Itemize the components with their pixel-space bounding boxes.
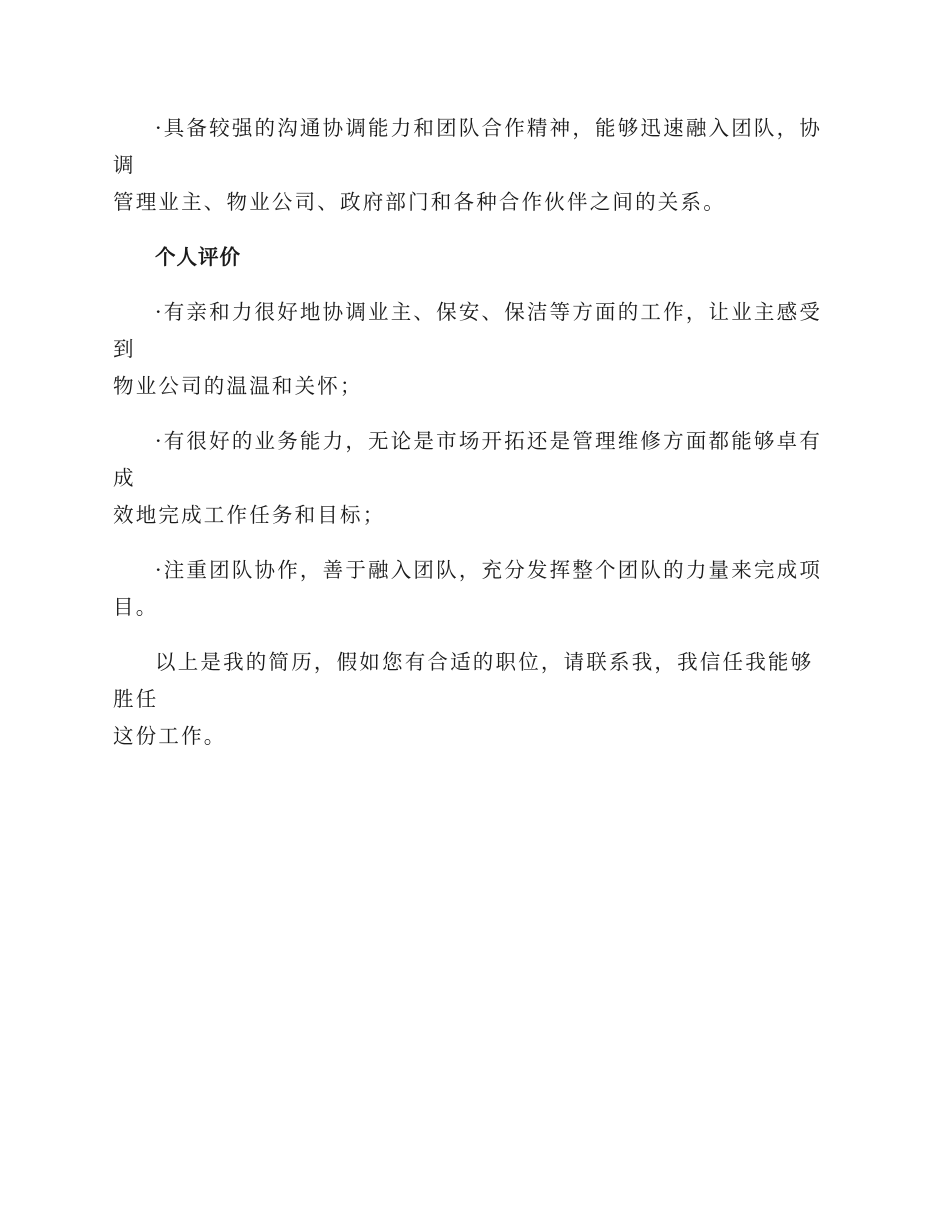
- evaluation-item: [113, 423, 829, 534]
- text-line: ·具备较强的沟通协调能力和团队合作精神，能够迅速融入团队，协调: [113, 116, 823, 177]
- closing-paragraph: [113, 644, 829, 755]
- text-line: ·注重团队协作，善于融入团队，充分发挥整个团队的力量来完成项: [155, 558, 823, 582]
- text-line: 目。: [113, 595, 159, 619]
- text-line: 管理业主、物业公司、政府部门和各种合作伙伴之间的关系。: [113, 190, 726, 214]
- text-line: 效地完成工作任务和目标；: [113, 503, 386, 527]
- section-heading: 个人评价: [155, 245, 241, 269]
- evaluation-item: [113, 294, 829, 405]
- text-line: 这份工作。: [113, 724, 227, 748]
- text-line: 物业公司的温温和关怀；: [113, 374, 363, 398]
- skill-paragraph: [113, 110, 829, 221]
- evaluation-item: [113, 552, 829, 626]
- text-line: 以上是我的简历，假如您有合适的职位，请联系我，我信任我能够胜任: [113, 650, 814, 711]
- text-line: ·有亲和力很好地协调业主、保安、保洁等方面的工作，让业主感受到: [113, 300, 823, 361]
- document-body: [113, 110, 829, 773]
- text-line: ·有很好的业务能力，无论是市场开拓还是管理维修方面都能够卓有成: [113, 429, 823, 490]
